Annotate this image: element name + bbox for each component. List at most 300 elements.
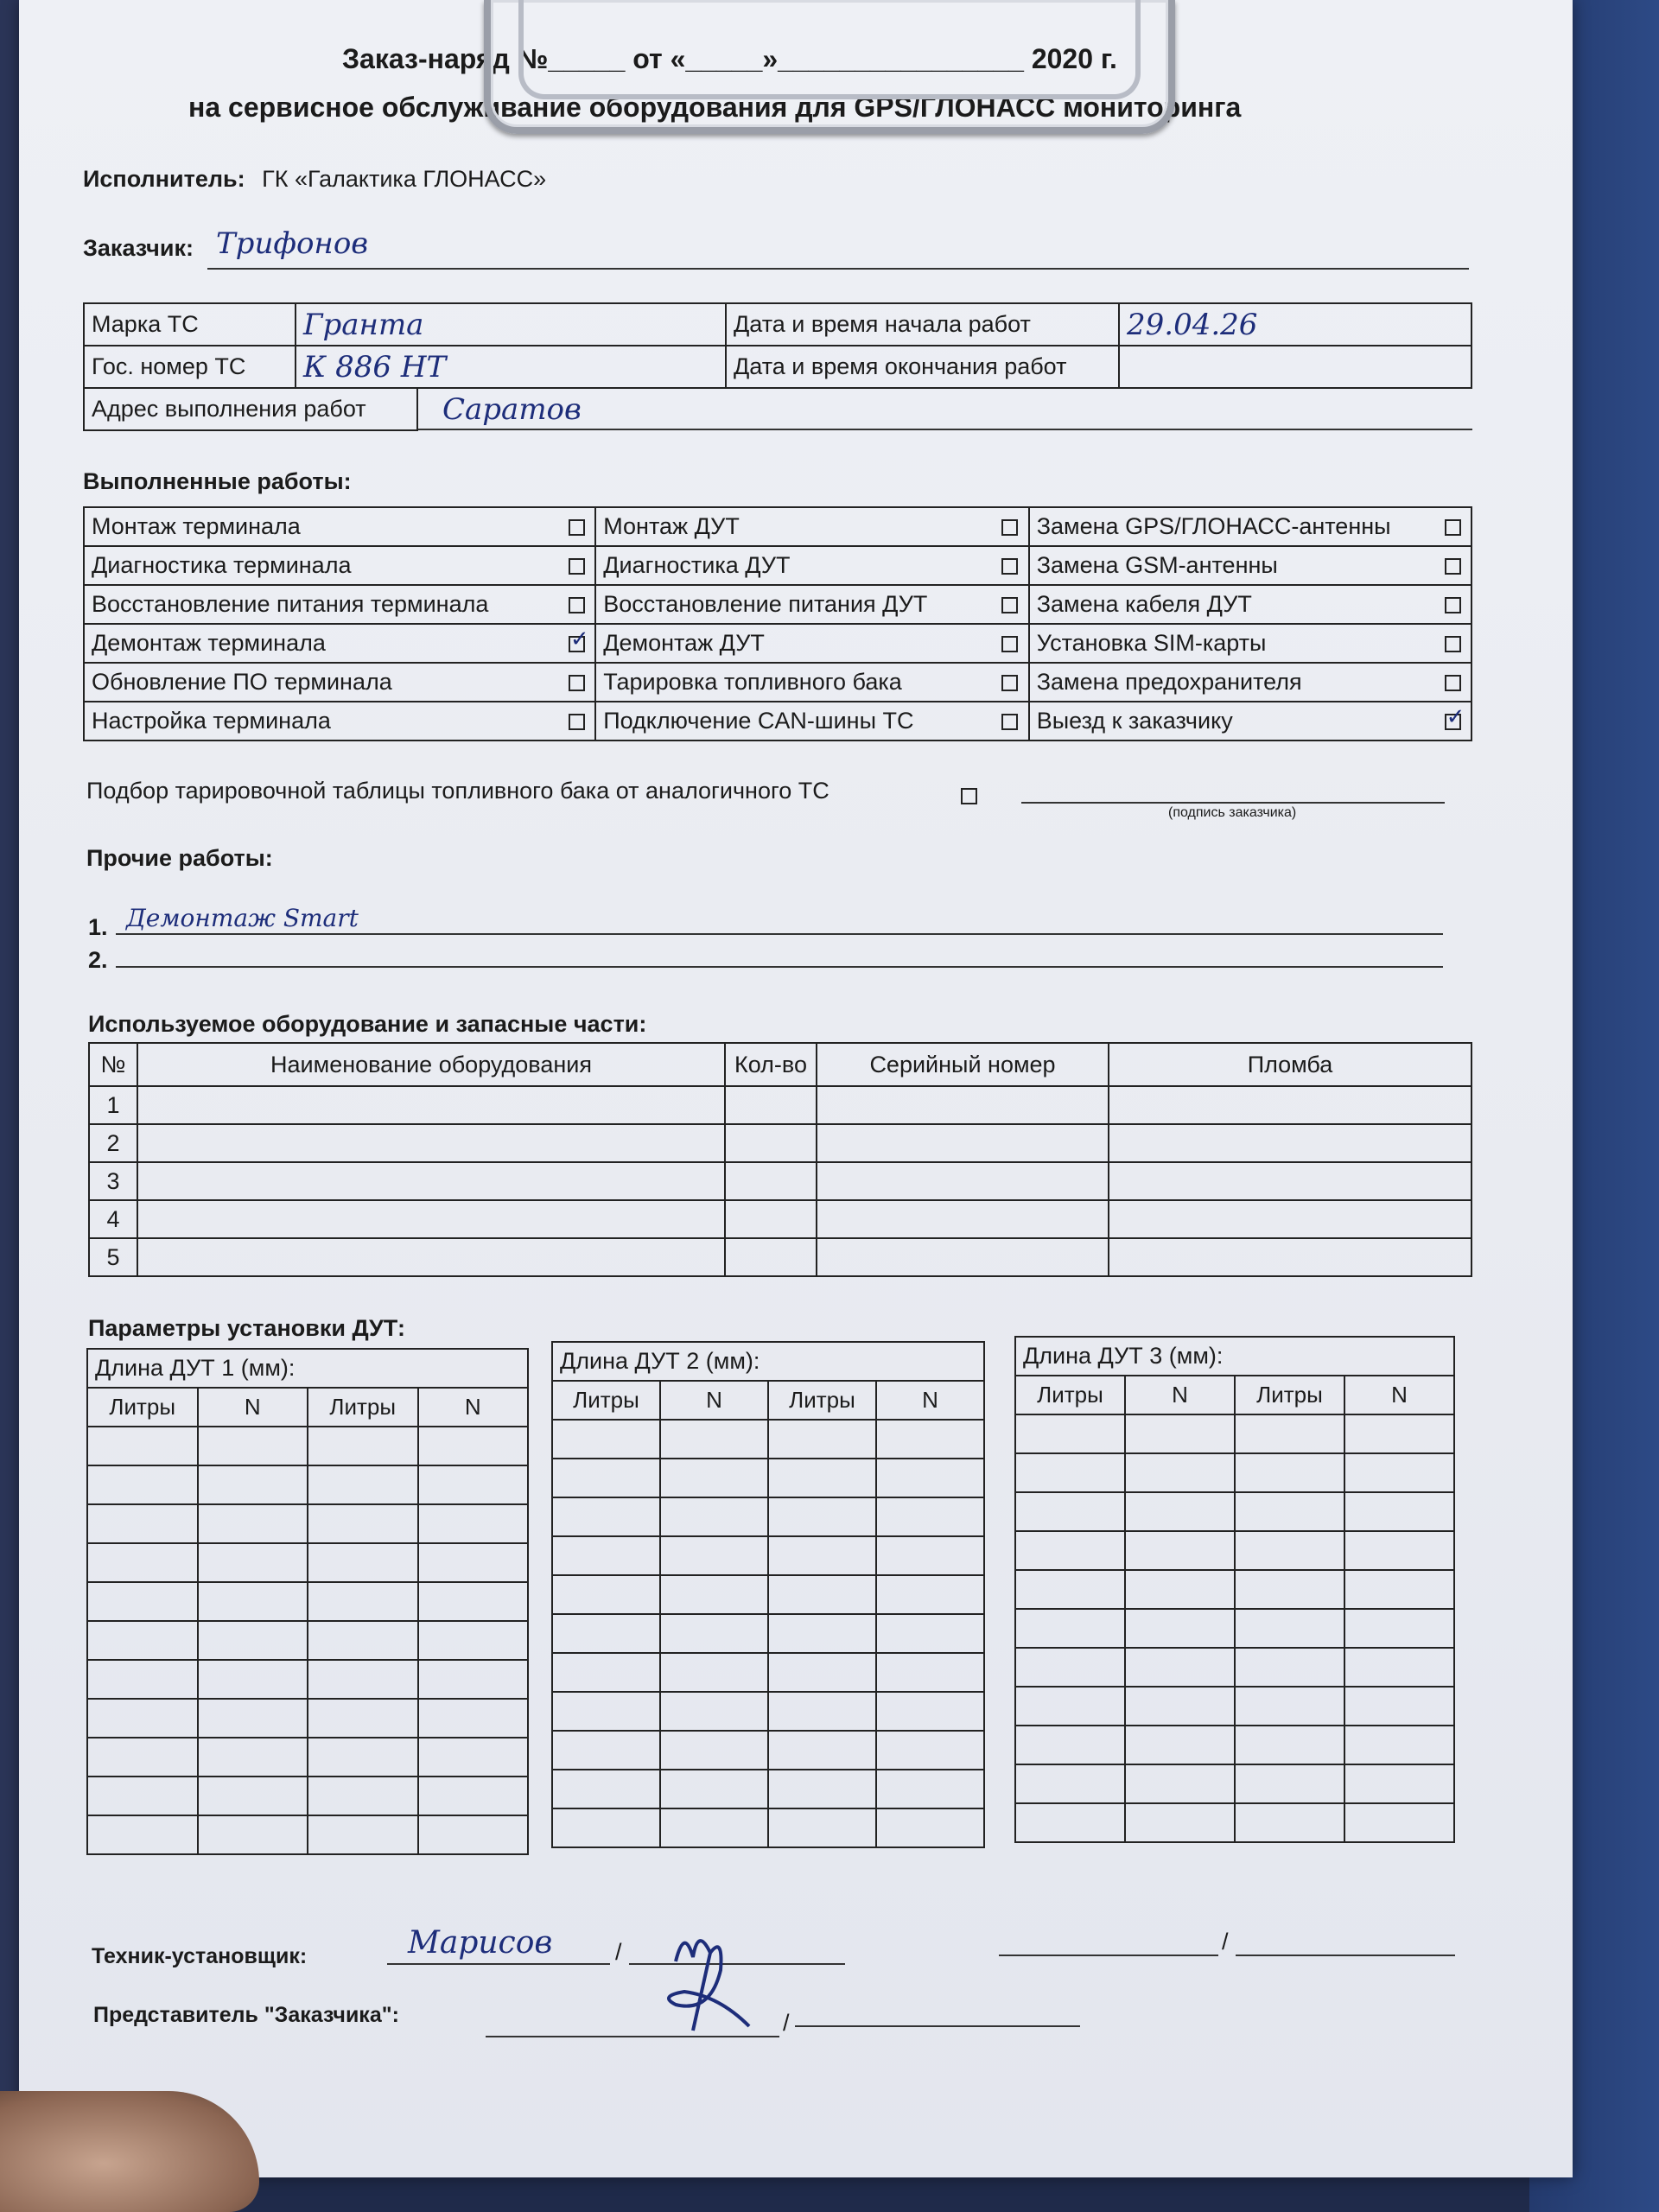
order-form-sheet — [19, 0, 1573, 2177]
table-row — [89, 1124, 1471, 1162]
other-work-2-num: 2. — [88, 947, 108, 973]
work-checkbox[interactable] — [1001, 519, 1018, 536]
dut-cell[interactable] — [876, 1536, 984, 1575]
customer-value[interactable]: Трифонов — [216, 226, 369, 261]
work-label: Восстановление питания ДУТ — [595, 585, 992, 624]
equipment-table — [88, 1042, 1472, 1277]
equipment-cell[interactable] — [725, 1200, 817, 1238]
dut-cell[interactable] — [660, 1420, 768, 1459]
dut-cell[interactable] — [1015, 1609, 1125, 1648]
work-checkbox[interactable] — [569, 714, 585, 730]
work-label: Тарировка топливного бака — [595, 663, 992, 702]
dut-cell[interactable] — [1235, 1453, 1344, 1492]
work-checkbox[interactable] — [569, 675, 585, 691]
work-checkbox-cell — [992, 702, 1029, 741]
customer-signature-line — [1021, 802, 1445, 804]
dut-cell[interactable] — [876, 1731, 984, 1770]
work-checkbox-cell — [1434, 624, 1471, 663]
thumb — [0, 2091, 259, 2212]
dut-cell[interactable] — [308, 1582, 418, 1621]
dut-cell[interactable] — [768, 1653, 876, 1692]
dut-cell[interactable] — [1344, 1687, 1454, 1726]
works-table — [83, 506, 1472, 741]
dut-cell[interactable] — [1235, 1726, 1344, 1764]
table-row — [552, 1536, 984, 1575]
dut-cell[interactable] — [1344, 1726, 1454, 1764]
dut-cell[interactable] — [308, 1427, 418, 1465]
table-row — [552, 1575, 984, 1614]
dut-cell[interactable] — [418, 1738, 529, 1777]
dut-cell[interactable] — [87, 1427, 198, 1465]
dut-cell[interactable] — [418, 1427, 529, 1465]
dut-cell[interactable] — [198, 1660, 308, 1699]
equipment-cell[interactable] — [817, 1200, 1109, 1238]
dut-cell[interactable] — [308, 1504, 418, 1543]
dut-cell[interactable] — [1344, 1492, 1454, 1531]
dut-cell[interactable] — [308, 1815, 418, 1854]
dut-cell[interactable] — [87, 1815, 198, 1854]
work-label: Диагностика терминала — [84, 546, 559, 585]
equipment-cell[interactable] — [1109, 1162, 1471, 1200]
work-label: Выезд к заказчику — [1029, 702, 1435, 741]
dut-cell[interactable] — [1235, 1764, 1344, 1803]
dut-cell[interactable] — [552, 1459, 660, 1497]
dut-cell[interactable] — [1235, 1570, 1344, 1609]
equipment-cell[interactable] — [1109, 1238, 1471, 1276]
dut-cell[interactable] — [1125, 1570, 1235, 1609]
work-checkbox[interactable] — [1445, 597, 1461, 613]
table-row — [87, 1465, 528, 1504]
address-line — [418, 429, 1472, 430]
dut-cell[interactable] — [876, 1614, 984, 1653]
table-row — [552, 1459, 984, 1497]
dut-cell[interactable] — [87, 1621, 198, 1660]
work-label: Монтаж терминала — [84, 507, 559, 546]
equipment-cell[interactable] — [725, 1162, 817, 1200]
work-label: Обновление ПО терминала — [84, 663, 559, 702]
dut-cell[interactable] — [660, 1459, 768, 1497]
dut-cell[interactable] — [198, 1582, 308, 1621]
dut-cell[interactable] — [308, 1699, 418, 1738]
equipment-cell[interactable] — [137, 1162, 725, 1200]
dut-cell[interactable] — [308, 1660, 418, 1699]
dut-cell[interactable] — [87, 1660, 198, 1699]
right-sign-line-1 — [999, 1955, 1218, 1956]
work-checkbox[interactable] — [1445, 519, 1461, 536]
dut-cell[interactable] — [1125, 1803, 1235, 1842]
work-checkbox-cell — [992, 663, 1029, 702]
work-checkbox[interactable] — [1001, 558, 1018, 575]
dut-cell[interactable] — [768, 1692, 876, 1731]
address-label: Адрес выполнения работ — [84, 388, 417, 430]
dut-cell[interactable] — [1015, 1492, 1125, 1531]
table-row — [1015, 1414, 1454, 1453]
work-label: Восстановление питания терминала — [84, 585, 559, 624]
dut-header: N — [660, 1381, 768, 1420]
equipment-cell[interactable] — [137, 1200, 725, 1238]
dut-cell[interactable] — [308, 1465, 418, 1504]
dut-cell[interactable] — [660, 1497, 768, 1536]
dut-cell[interactable] — [768, 1575, 876, 1614]
brand-label: Марка ТС — [84, 303, 296, 346]
dut-header: N — [198, 1388, 308, 1427]
dut-cell[interactable] — [876, 1459, 984, 1497]
executor-value: ГК «Галактика ГЛОНАСС» — [262, 166, 547, 192]
equipment-header-serial: Серийный номер — [817, 1043, 1109, 1086]
start-label: Дата и время начала работ — [726, 303, 1119, 346]
dut-cell[interactable] — [418, 1582, 529, 1621]
dut-cell[interactable] — [308, 1777, 418, 1815]
equipment-row-num: 5 — [89, 1238, 137, 1276]
dut-header: Литры — [87, 1388, 198, 1427]
work-checkbox[interactable] — [1445, 558, 1461, 575]
dut-cell[interactable] — [768, 1459, 876, 1497]
table-row — [552, 1614, 984, 1653]
dut-cell[interactable] — [1235, 1531, 1344, 1570]
dut-cell[interactable] — [660, 1575, 768, 1614]
equipment-cell[interactable] — [725, 1238, 817, 1276]
dut-cell[interactable] — [1125, 1764, 1235, 1803]
dut-cell[interactable] — [1125, 1609, 1235, 1648]
dut-table-1 — [86, 1348, 529, 1855]
dut-cell[interactable] — [1125, 1453, 1235, 1492]
work-label: Замена GSM-антенны — [1029, 546, 1435, 585]
dut-cell[interactable] — [1235, 1492, 1344, 1531]
dut-cell[interactable] — [876, 1575, 984, 1614]
customer-line — [207, 268, 1469, 270]
dut-cell[interactable] — [1344, 1609, 1454, 1648]
works-title: Выполненные работы: — [83, 468, 352, 494]
dut-cell[interactable] — [1015, 1648, 1125, 1687]
work-checkbox-cell — [992, 507, 1029, 546]
table-row — [1015, 1726, 1454, 1764]
dut-cell[interactable] — [1015, 1803, 1125, 1842]
dut-cell[interactable] — [1235, 1803, 1344, 1842]
equipment-cell[interactable] — [725, 1086, 817, 1124]
dut-cell[interactable] — [876, 1420, 984, 1459]
work-label: Замена GPS/ГЛОНАСС-антенны — [1029, 507, 1435, 546]
dut-cell[interactable] — [660, 1614, 768, 1653]
dut-header: Литры — [1235, 1376, 1344, 1414]
dut-cell[interactable] — [1125, 1726, 1235, 1764]
work-checkbox-cell — [559, 702, 596, 741]
dut-cell[interactable] — [768, 1614, 876, 1653]
dut-cell[interactable] — [876, 1497, 984, 1536]
dut-cell[interactable] — [1344, 1570, 1454, 1609]
dut-cell[interactable] — [1344, 1803, 1454, 1842]
dut-cell[interactable] — [1015, 1453, 1125, 1492]
dut-cell[interactable] — [660, 1770, 768, 1808]
dut-cell[interactable] — [1015, 1687, 1125, 1726]
dut-cell[interactable] — [1125, 1414, 1235, 1453]
dut-cell[interactable] — [1125, 1492, 1235, 1531]
table-row — [89, 1200, 1471, 1238]
customer-label: Заказчик: — [83, 235, 194, 261]
dut-cell[interactable] — [418, 1777, 529, 1815]
dut-cell[interactable] — [418, 1699, 529, 1738]
dut-cell[interactable] — [198, 1699, 308, 1738]
work-checkbox[interactable] — [1445, 714, 1461, 730]
dut-cell[interactable] — [418, 1465, 529, 1504]
work-checkbox[interactable] — [569, 636, 585, 652]
table-row — [87, 1543, 528, 1582]
work-label: Демонтаж терминала — [84, 624, 559, 663]
dut-cell[interactable] — [198, 1504, 308, 1543]
equipment-row-num: 1 — [89, 1086, 137, 1124]
dut-header: Литры — [308, 1388, 418, 1427]
equipment-cell[interactable] — [725, 1124, 817, 1162]
work-label: Настройка терминала — [84, 702, 559, 741]
start-value[interactable]: 29.04.26 — [1119, 303, 1471, 346]
representative-slash: / — [783, 2010, 790, 2036]
technician-slash: / — [615, 1939, 622, 1965]
dut-cell[interactable] — [87, 1777, 198, 1815]
dut-cell[interactable] — [87, 1543, 198, 1582]
work-label: Демонтаж ДУТ — [595, 624, 992, 663]
other-work-1-value[interactable]: Демонтаж Smart — [126, 904, 359, 932]
equipment-header-seal: Пломба — [1109, 1043, 1471, 1086]
dut-cell[interactable] — [660, 1808, 768, 1847]
equipment-cell[interactable] — [1109, 1124, 1471, 1162]
dut-cell[interactable] — [768, 1420, 876, 1459]
dut-cell[interactable] — [418, 1504, 529, 1543]
dut-cell[interactable] — [198, 1465, 308, 1504]
vehicle-table — [83, 302, 1472, 389]
dut-cell[interactable] — [87, 1465, 198, 1504]
work-label: Замена кабеля ДУТ — [1029, 585, 1435, 624]
dut-cell[interactable] — [1235, 1414, 1344, 1453]
equipment-header-name: Наименование оборудования — [137, 1043, 725, 1086]
equipment-cell[interactable] — [137, 1124, 725, 1162]
work-checkbox[interactable] — [1445, 675, 1461, 691]
table-row — [1015, 1492, 1454, 1531]
work-checkbox-cell — [559, 624, 596, 663]
dut-cell[interactable] — [1125, 1648, 1235, 1687]
dut-cell[interactable] — [198, 1777, 308, 1815]
dut-header: Литры — [1015, 1376, 1125, 1414]
table-row — [1015, 1609, 1454, 1648]
dut-cell[interactable] — [1015, 1531, 1125, 1570]
dut-cell[interactable] — [1125, 1687, 1235, 1726]
equipment-cell[interactable] — [817, 1238, 1109, 1276]
dut-cell[interactable] — [308, 1738, 418, 1777]
table-row — [1015, 1803, 1454, 1842]
equipment-cell[interactable] — [137, 1238, 725, 1276]
plate-label: Гос. номер ТС — [84, 346, 296, 388]
work-checkbox[interactable] — [569, 558, 585, 575]
dut-cell[interactable] — [1344, 1764, 1454, 1803]
signature-caption: (подпись заказчика) — [1168, 805, 1297, 820]
dut-cell[interactable] — [87, 1582, 198, 1621]
dut-cell[interactable] — [768, 1536, 876, 1575]
dut-cell[interactable] — [418, 1621, 529, 1660]
dut-cell[interactable] — [418, 1543, 529, 1582]
equipment-cell[interactable] — [1109, 1086, 1471, 1124]
dut-header: Литры — [768, 1381, 876, 1420]
work-checkbox[interactable] — [569, 597, 585, 613]
form-subtitle: на сервисное обслуживание оборудования для GPS/ГЛОНАСС мониторинга — [188, 92, 1242, 123]
work-checkbox-cell — [1434, 702, 1471, 741]
table-row — [552, 1770, 984, 1808]
dut-cell[interactable] — [1235, 1609, 1344, 1648]
dut-header: N — [1125, 1376, 1235, 1414]
work-checkbox-cell — [992, 585, 1029, 624]
work-checkbox-cell — [559, 585, 596, 624]
tariff-checkbox[interactable] — [961, 788, 977, 804]
work-checkbox[interactable] — [1445, 636, 1461, 652]
dut-cell[interactable] — [418, 1660, 529, 1699]
form-title: Заказ-наряд №_____ от «_____»________________ 2020 г. — [342, 43, 1117, 74]
right-sign-line-2 — [1236, 1955, 1455, 1956]
table-row — [1015, 1687, 1454, 1726]
dut-cell[interactable] — [768, 1497, 876, 1536]
dut-cell[interactable] — [198, 1815, 308, 1854]
dut-cell[interactable] — [198, 1621, 308, 1660]
technician-label: Техник-установщик: — [92, 1944, 308, 1968]
equipment-cell[interactable] — [817, 1124, 1109, 1162]
dut-cell[interactable] — [552, 1653, 660, 1692]
dut-cell[interactable] — [198, 1427, 308, 1465]
other-work-2-line — [116, 966, 1443, 968]
dut-cell[interactable] — [1015, 1726, 1125, 1764]
work-checkbox[interactable] — [1001, 597, 1018, 613]
tariff-label: Подбор тарировочной таблицы топливного бака от аналогичного ТС — [86, 778, 830, 804]
dut-cell[interactable] — [660, 1731, 768, 1770]
dut-cell[interactable] — [552, 1575, 660, 1614]
dut-cell[interactable] — [1125, 1531, 1235, 1570]
dut-cell[interactable] — [768, 1731, 876, 1770]
dut-cell[interactable] — [1344, 1648, 1454, 1687]
dut-cell[interactable] — [1344, 1414, 1454, 1453]
dut-cell[interactable] — [552, 1536, 660, 1575]
table-row — [87, 1660, 528, 1699]
dut-cell[interactable] — [552, 1692, 660, 1731]
dut-cell[interactable] — [87, 1699, 198, 1738]
work-checkbox-cell — [559, 663, 596, 702]
dut-cell[interactable] — [876, 1692, 984, 1731]
dut-cell[interactable] — [87, 1738, 198, 1777]
clipboard-clip-inner — [518, 0, 1141, 99]
table-row — [552, 1420, 984, 1459]
work-checkbox-cell — [559, 507, 596, 546]
work-checkbox-cell — [992, 624, 1029, 663]
work-checkbox-cell — [1434, 585, 1471, 624]
dut-cell[interactable] — [198, 1543, 308, 1582]
equipment-header-num: № — [89, 1043, 137, 1086]
equipment-title: Используемое оборудование и запасные части: — [88, 1011, 647, 1037]
dut-table-title: Длина ДУТ 3 (мм): — [1015, 1337, 1454, 1376]
equipment-header-qty: Кол-во — [725, 1043, 817, 1086]
executor-label: Исполнитель: — [83, 166, 245, 192]
table-row — [87, 1738, 528, 1777]
table-row — [552, 1497, 984, 1536]
dut-cell[interactable] — [660, 1653, 768, 1692]
work-label: Замена предохранителя — [1029, 663, 1435, 702]
equipment-cell[interactable] — [817, 1086, 1109, 1124]
right-slash: / — [1222, 1929, 1229, 1955]
technician-name: Марисов — [408, 1925, 553, 1961]
table-row — [89, 1162, 1471, 1200]
dut-cell[interactable] — [1015, 1764, 1125, 1803]
table-row — [89, 1238, 1471, 1276]
dut-cell[interactable] — [418, 1815, 529, 1854]
table-row — [87, 1582, 528, 1621]
address-table — [83, 387, 418, 431]
dut-cell[interactable] — [660, 1692, 768, 1731]
equipment-cell[interactable] — [817, 1162, 1109, 1200]
dut-cell[interactable] — [552, 1420, 660, 1459]
other-work-1-line — [116, 933, 1443, 935]
dut-cell[interactable] — [87, 1504, 198, 1543]
representative-label: Представитель "Заказчика": — [93, 2003, 399, 2027]
dut-cell[interactable] — [552, 1497, 660, 1536]
brand-value[interactable]: Гранта — [296, 303, 726, 346]
dut-header: N — [418, 1388, 529, 1427]
equipment-cell[interactable] — [1109, 1200, 1471, 1238]
dut-cell[interactable] — [1015, 1414, 1125, 1453]
work-label: Диагностика ДУТ — [595, 546, 992, 585]
dut-table-title: Длина ДУТ 2 (мм): — [552, 1342, 984, 1381]
table-row — [1015, 1648, 1454, 1687]
work-label: Монтаж ДУТ — [595, 507, 992, 546]
dut-cell[interactable] — [768, 1808, 876, 1847]
handwritten-signature-icon — [641, 1910, 797, 2039]
table-row — [87, 1815, 528, 1854]
dut-table-2 — [551, 1341, 985, 1848]
dut-cell[interactable] — [308, 1543, 418, 1582]
work-checkbox-cell — [1434, 507, 1471, 546]
dut-cell[interactable] — [876, 1770, 984, 1808]
table-row — [552, 1653, 984, 1692]
table-row — [87, 1504, 528, 1543]
dut-cell[interactable] — [198, 1738, 308, 1777]
dut-cell[interactable] — [1344, 1453, 1454, 1492]
dut-cell[interactable] — [876, 1653, 984, 1692]
table-row — [87, 1621, 528, 1660]
dut-cell[interactable] — [552, 1808, 660, 1847]
work-checkbox-cell — [992, 546, 1029, 585]
technician-sign-line — [387, 1963, 610, 1965]
table-row — [1015, 1764, 1454, 1803]
work-label: Установка SIM-карты — [1029, 624, 1435, 663]
table-row — [552, 1731, 984, 1770]
dut-header: N — [1344, 1376, 1454, 1414]
plate-value[interactable]: К 886 НТ — [296, 346, 726, 388]
address-value[interactable]: Саратов — [442, 392, 582, 427]
dut-cell[interactable] — [1015, 1570, 1125, 1609]
dut-cell[interactable] — [552, 1614, 660, 1653]
dut-cell[interactable] — [768, 1770, 876, 1808]
work-checkbox[interactable] — [1001, 636, 1018, 652]
work-checkbox[interactable] — [1001, 714, 1018, 730]
dut-cell[interactable] — [1235, 1648, 1344, 1687]
equipment-cell[interactable] — [137, 1086, 725, 1124]
dut-cell[interactable] — [1235, 1687, 1344, 1726]
work-checkbox[interactable] — [569, 519, 585, 536]
dut-header: N — [876, 1381, 984, 1420]
dut-cell[interactable] — [552, 1731, 660, 1770]
end-label: Дата и время окончания работ — [726, 346, 1119, 388]
dut-header: Литры — [552, 1381, 660, 1420]
work-checkbox[interactable] — [1001, 675, 1018, 691]
end-value[interactable] — [1119, 346, 1471, 388]
dut-cell[interactable] — [552, 1770, 660, 1808]
dut-cell[interactable] — [1344, 1531, 1454, 1570]
dut-cell[interactable] — [308, 1621, 418, 1660]
dut-cell[interactable] — [660, 1536, 768, 1575]
work-checkbox-cell — [1434, 663, 1471, 702]
dut-cell[interactable] — [876, 1808, 984, 1847]
